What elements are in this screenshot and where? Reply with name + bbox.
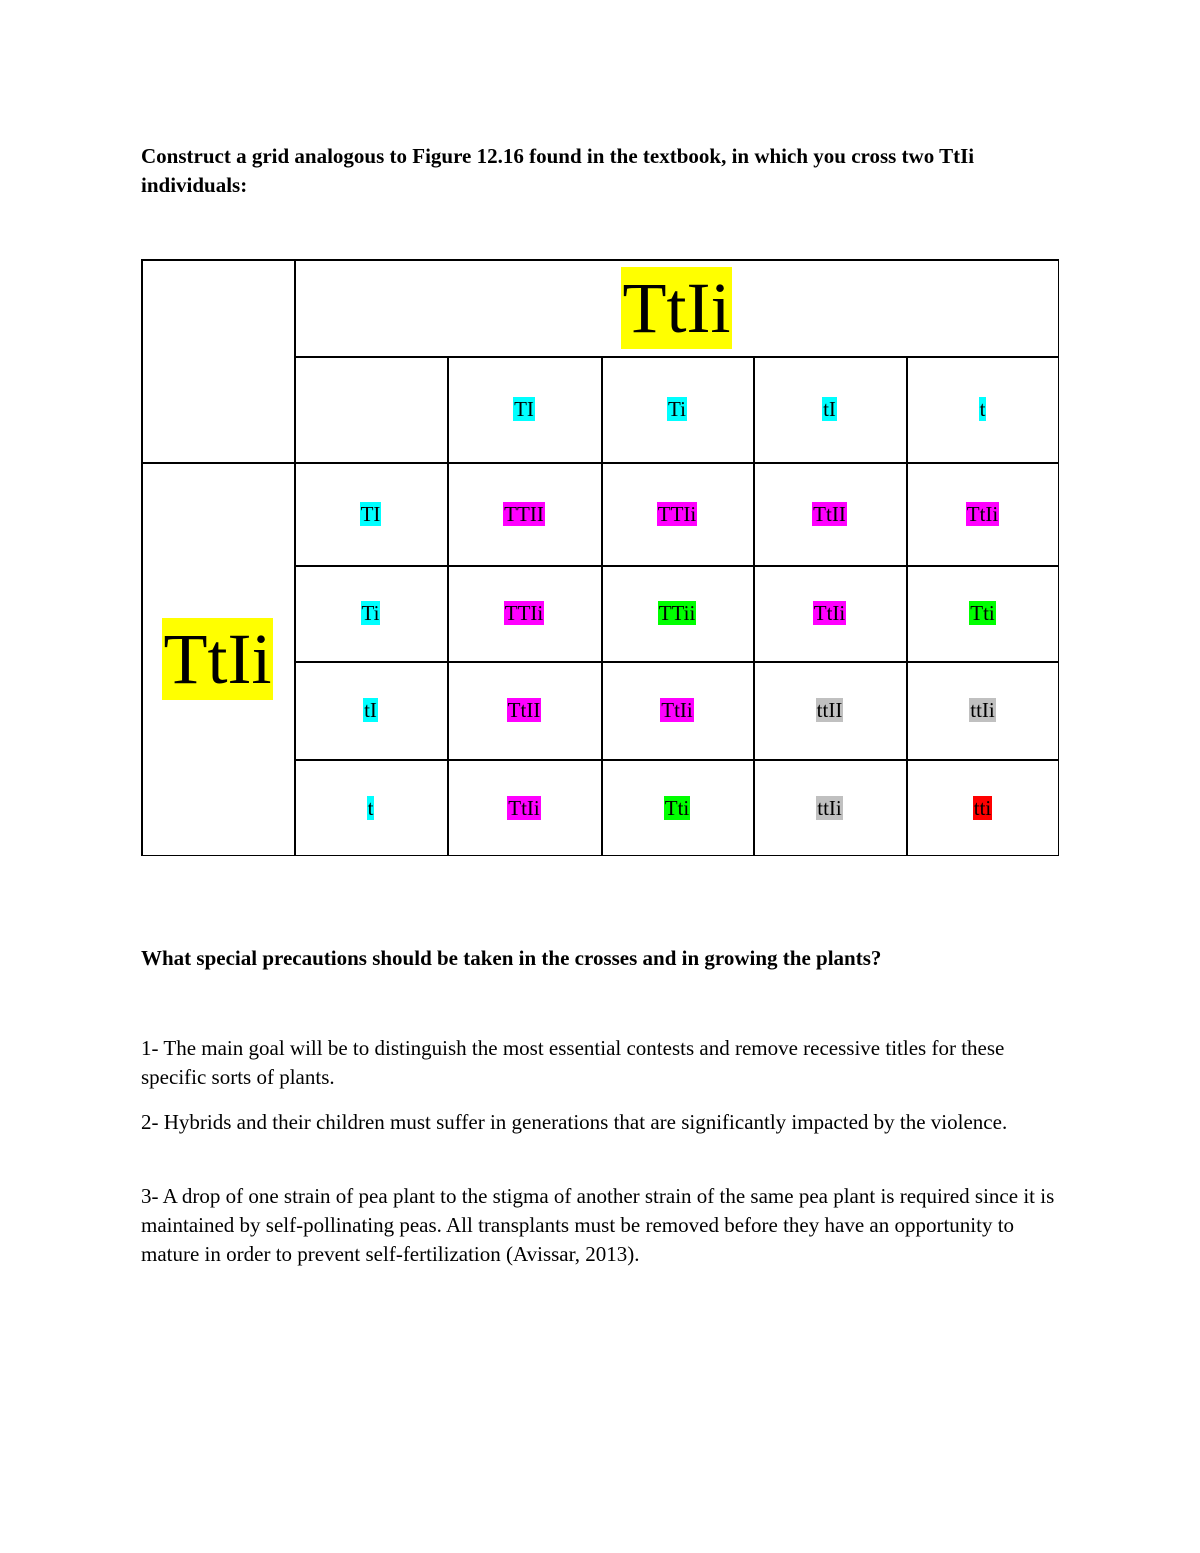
offspring-genotype: TTIi [504, 601, 544, 625]
gamete-left: tI [364, 698, 377, 722]
offspring-genotype: TtII [507, 698, 541, 722]
offspring-genotype: ttIi [970, 698, 995, 722]
offspring-genotype-cell [447, 565, 601, 661]
offspring-genotype-cell [601, 565, 753, 661]
offspring-genotype-cell [447, 462, 601, 565]
gamete-top: TI [514, 397, 534, 421]
answer-item: 3- A drop of one strain of pea plant to the stigma of another strain of the same pea plant is required since it is maintained by self-pollinating peas. All transplants must be removed before they have an opportunity to mature in order to prevent self-fertilization (Avissar, 2013). [141, 1184, 1055, 1266]
precautions-question: What special precautions should be taken in the crosses and in growing the plants? [141, 946, 882, 970]
parent-left-genotype-cell [141, 462, 294, 856]
gamete-top: t [979, 397, 986, 421]
offspring-genotype: TTII [504, 501, 544, 526]
offspring-genotype-cell [753, 661, 906, 759]
offspring-genotype: TtII [813, 501, 846, 526]
offspring-genotype-cell [906, 759, 1059, 856]
offspring-genotype: ttIi [817, 795, 842, 820]
gamete-top: tI [823, 397, 836, 421]
offspring-genotype: Tti [664, 795, 690, 820]
offspring-genotype-cell [601, 462, 753, 565]
gamete-top-cell [447, 356, 601, 462]
parent-left-genotype: TtIi [163, 619, 272, 699]
offspring-genotype-cell [753, 565, 906, 661]
offspring-genotype: TTii [658, 601, 696, 625]
offspring-genotype: tti [973, 795, 992, 820]
offspring-genotype-cell [447, 661, 601, 759]
offspring-genotype-cell [906, 661, 1059, 759]
gamete-top-cell [753, 356, 906, 462]
grid-question: Construct a grid analogous to Figure 12.16 found in the textbook, in which you cross two TtIi individuals: [141, 144, 975, 197]
offspring-genotype-cell [906, 565, 1059, 661]
gamete-top: Ti [668, 397, 686, 421]
gamete-left-cell [294, 565, 447, 661]
offspring-genotype: TtIi [966, 501, 999, 526]
offspring-genotype-cell [906, 462, 1059, 565]
offspring-genotype-cell [753, 462, 906, 565]
gamete-top-cell [601, 356, 753, 462]
gamete-left: TI [360, 501, 381, 526]
offspring-genotype-cell [601, 759, 753, 856]
offspring-genotype: TtIi [813, 601, 846, 625]
gamete-left: t [367, 795, 374, 820]
gamete-left-cell [294, 462, 447, 565]
offspring-genotype-cell [447, 759, 601, 856]
offspring-genotype-cell [601, 661, 753, 759]
parent-top-genotype: TtIi [622, 267, 731, 348]
gamete-left: Ti [361, 601, 380, 625]
parent-top-genotype-cell [294, 259, 1059, 356]
answer-item: 2- Hybrids and their children must suffer in generations that are significantly impacted by the violence. [141, 1110, 1008, 1134]
gamete-left-cell [294, 759, 447, 856]
offspring-genotype: TTIi [657, 501, 697, 526]
offspring-genotype: TtIi [661, 698, 693, 722]
offspring-genotype: TtIi [508, 795, 540, 820]
gamete-top-cell [906, 356, 1059, 462]
punnett-square [141, 259, 1059, 856]
answer-item: 1- The main goal will be to distinguish the most essential contests and remove recessive titles for these specific sorts of plants. [141, 1036, 1005, 1089]
gamete-left-cell [294, 661, 447, 759]
offspring-genotype: Tti [970, 601, 995, 625]
offspring-genotype: ttII [816, 698, 843, 722]
offspring-genotype-cell [753, 759, 906, 856]
